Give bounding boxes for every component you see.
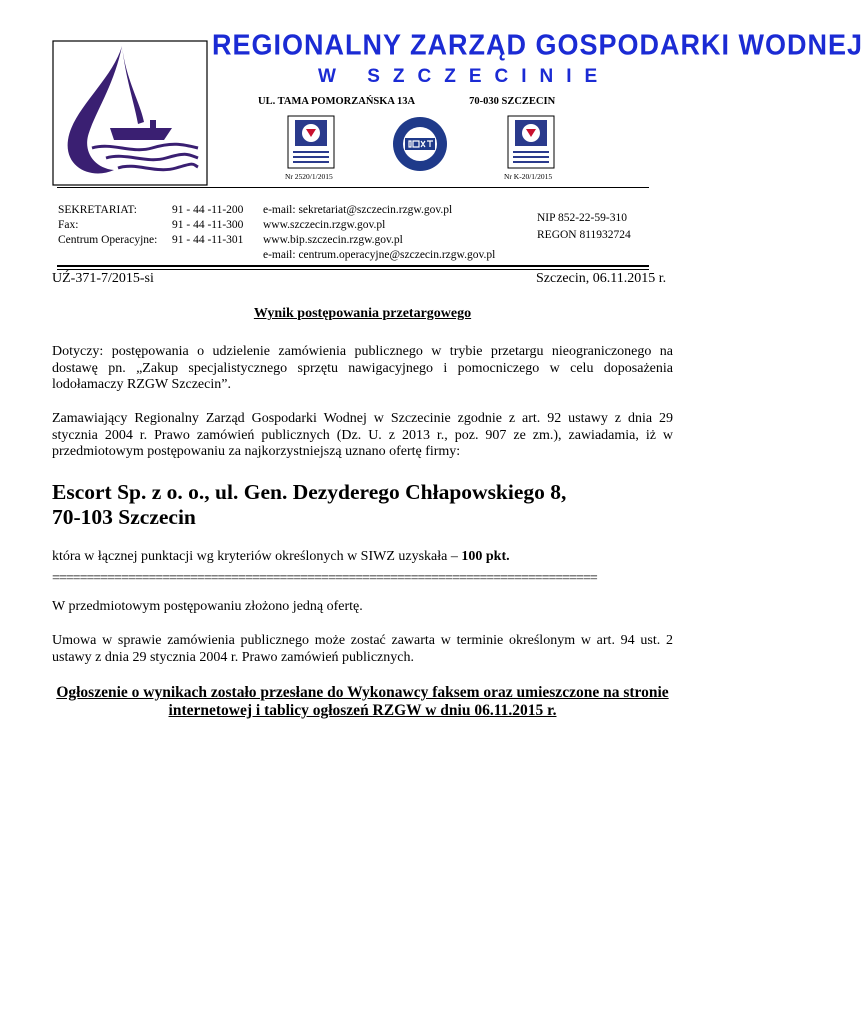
phone-number: 91 - 44 -11-301 [172, 234, 244, 246]
website-link: www.szczecin.rzgw.gov.pl [263, 219, 386, 231]
zip-city: 70-030 SZCZECIN [469, 96, 556, 107]
pca-certificate-icon [287, 115, 335, 169]
winning-company [52, 480, 673, 530]
regon-number: REGON 811932724 [537, 229, 631, 241]
organization-city: W SZCZECINIE [318, 66, 611, 87]
certificate-number: Nr K-20/1/2015 [504, 172, 553, 181]
nip-number: NIP 852-22-59-310 [537, 212, 627, 224]
offers-paragraph: W przedmiotowym postępowaniu złożono jedną ofertę. [52, 599, 363, 614]
publication-notice: Ogłoszenie o wynikach zostało przesłane do Wykonawcy faksem oraz umieszczone na stronie internetowej i tablicy ogłoszeń RZGW w dniu 06.11.2015 r. [56, 684, 669, 719]
separator-line: =============================================================================== [52, 571, 597, 586]
reference-number: UŹ-371-7/2015-si [52, 271, 154, 286]
contact-label: SEKRETARIAT: [58, 204, 138, 216]
email-secretariat: e-mail: sekretariat@szczecin.rzgw.gov.pl [263, 204, 453, 216]
tax-ids [537, 210, 631, 244]
email-operations-center: e-mail: centrum.operacyjne@szczecin.rzgw.gov.pl [263, 249, 496, 261]
organization-address [258, 96, 555, 107]
decision-paragraph: Zamawiający Regionalny Zarząd Gospodarki Wodnej w Szczecinie zgodnie z art. 92 ustawy z dnia 29 stycznia 2004 r. Prawo zamówień publicznych (Dz. U. z 2013 r., poz. 907 ze zm.), zawiadamia, iż w przedmiotowym postępowaniu za najkorzystniejszą uznano ofertę firmy: [52, 411, 673, 459]
winner-name-address: Escort Sp. z o. o., ul. Gen. Dezyderego Chłapowskiego 8, [52, 480, 567, 504]
iqnet-certificate-icon [391, 115, 449, 173]
pca-certificate-icon [507, 115, 555, 169]
score-line [52, 549, 510, 566]
contact-phones [172, 203, 243, 248]
street: UL. TAMA POMORZAŃSKA 13A [258, 96, 416, 107]
header-divider [57, 187, 649, 188]
phone-number: 91 - 44 -11-300 [172, 219, 244, 231]
contact-label: Centrum Operacyjne: [58, 234, 158, 246]
phone-number: 91 - 44 -11-200 [172, 204, 244, 216]
certificate-number: Nr 2520/1/2015 [285, 172, 333, 181]
bip-link: www.bip.szczecin.rzgw.gov.pl [263, 234, 403, 246]
winner-city: 70-103 Szczecin [52, 505, 196, 529]
water-drop-ship-logo [52, 40, 208, 186]
subject-paragraph: Dotyczy: postępowania o udzielenie zamówienia publicznego w trybie przetargu nieograniczonego na dostawę pn. „Zakup specjalistycznego sprzętu nawigacyjnego i pomocniczego w celu doposażenia lodołamaczy RZGW Szczecin”. [52, 344, 673, 392]
contact-divider-thin [57, 269, 649, 270]
contract-paragraph: Umowa w sprawie zamówienia publicznego może zostać zawarta w terminie określonym w art. 94 ust. 2 ustawy z dnia 29 stycznia 2004 r. Prawo zamówień publicznych. [52, 633, 673, 665]
contact-divider [57, 265, 649, 267]
document-title: Wynik postępowania przetargowego [253, 306, 472, 321]
contact-label: Fax: [58, 219, 79, 231]
organization-title: REGIONALNY ZARZĄD GOSPODARKI WODNEJ [212, 29, 863, 61]
contact-links [263, 203, 495, 263]
contact-labels [58, 203, 157, 248]
score-text: która w łącznej punktacji wg kryteriów określonych w SIWZ uzyskała – [52, 549, 462, 564]
document-date: Szczecin, 06.11.2015 r. [536, 271, 667, 286]
score-value: 100 pkt. [461, 549, 510, 564]
